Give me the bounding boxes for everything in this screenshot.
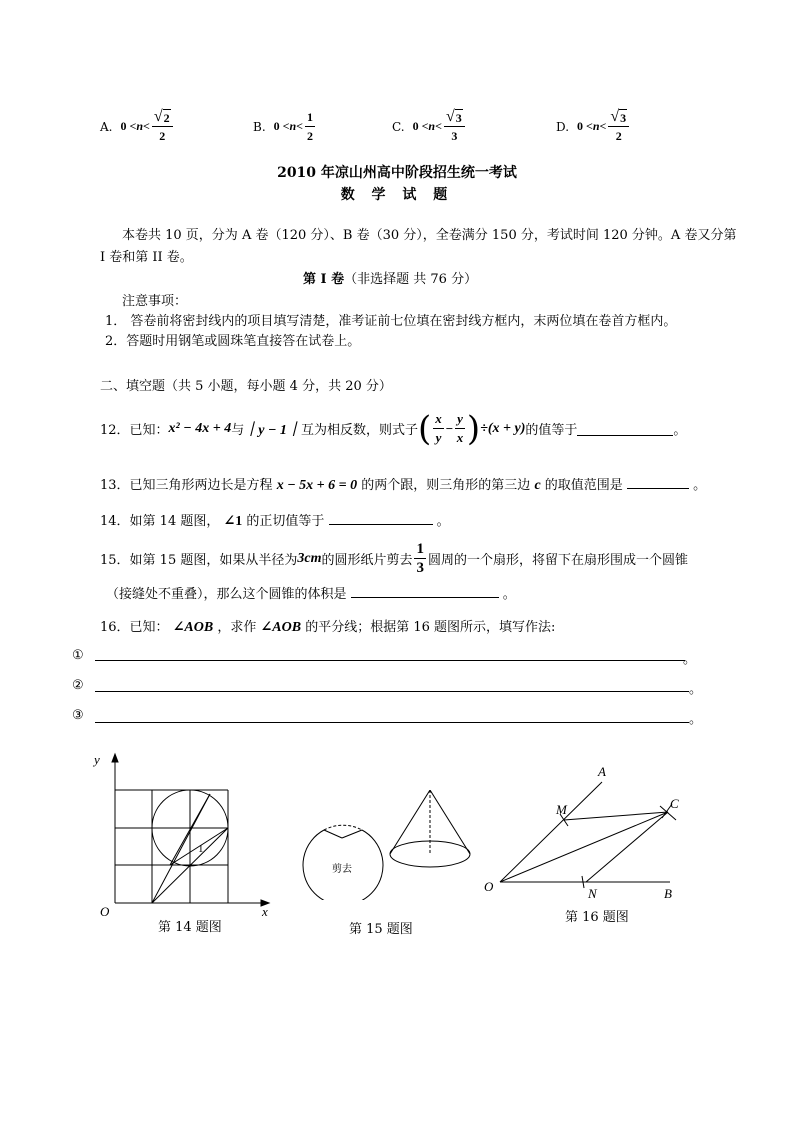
fig14-angle-label: 1 [198, 843, 204, 855]
option-var: n [289, 119, 297, 133]
fig16-label-c: C [670, 796, 679, 811]
option-num: 3 [620, 111, 627, 125]
q16-angle2: ∠AOB [260, 620, 302, 635]
answer-blank-15[interactable] [351, 584, 499, 598]
question-14 [100, 510, 450, 530]
exam-title: 2010 年凉山州高中阶段招生统一考试 [277, 165, 517, 181]
q15-suffix: 圆周的一个扇形，将留下在扇形围成一个圆锥 [427, 553, 688, 568]
q14-end: 。 [436, 514, 450, 529]
option-lt: < [435, 119, 442, 133]
q15-fraction: $\frac{1}{3}$ [416, 541, 424, 576]
q14-suffix: 的正切值等于 [246, 514, 325, 529]
option-fraction: √ 3 2 [608, 108, 629, 145]
fig16-label-o: O [484, 879, 494, 894]
q12-prefix: 12．已知： [100, 423, 169, 438]
option-lhs: 0 < [577, 119, 593, 133]
notes-item-2: 2．答题时用钢笔或圆珠笔直接答在试卷上。 [105, 334, 361, 349]
step-2-marker: ② [72, 678, 84, 693]
q12-mid2: 互为相反数，则式子 [300, 423, 418, 438]
q13-var: c [534, 478, 541, 493]
fig14-y-label: y [94, 752, 100, 767]
intro-line-2: Ⅰ 卷和第 II 卷。 [100, 250, 193, 265]
part-sub: （非选择题 共 76 分） [344, 272, 478, 287]
y-arrow [112, 754, 118, 762]
q13-end: 。 [693, 478, 707, 493]
answer-blank-14[interactable] [329, 511, 433, 525]
q12-div: ÷(x + y) [480, 420, 526, 436]
caption-15: 第 15 题图 [349, 922, 413, 937]
q12-abs: ｜y − 1｜ [244, 422, 301, 438]
option-lt: < [599, 119, 607, 133]
fig14-x-label: x [262, 904, 268, 919]
option-den: 2 [307, 129, 314, 143]
caption-14: 第 14 题图 [158, 920, 222, 935]
q12-suffix: 的值等于 [525, 423, 578, 438]
option-num: 1 [305, 108, 315, 127]
option-lhs: 0 < [120, 119, 137, 133]
option-var: n [592, 119, 600, 133]
question-12 [100, 410, 686, 447]
fig16-label-n: N [588, 886, 597, 900]
q15-line2: （接缝处不重叠），那么这个圆锥的体积是 [106, 587, 347, 602]
step-1-marker: ① [72, 648, 84, 663]
option-fraction: √ 2 2 [152, 108, 173, 145]
intro-line-1: 本卷共 10 页，分为 A 卷（120 分）、B 卷（30 分），全卷满分 150 分，考试时间 120 分钟。A 卷又分第 [122, 228, 737, 243]
option-label: B. [253, 119, 266, 134]
option-fraction: √ 3 3 [444, 108, 465, 145]
caption-16: 第 16 题图 [565, 910, 629, 925]
option-c [392, 108, 467, 145]
option-den: 2 [615, 129, 622, 143]
answer-line-1[interactable] [95, 659, 685, 661]
option-label: C. [392, 119, 405, 134]
right-paren: ) [466, 408, 481, 449]
segment-nc [586, 812, 668, 882]
step-3-marker: ③ [72, 708, 84, 723]
option-a [100, 108, 175, 145]
part-title: 第 Ⅰ 卷 [303, 272, 345, 287]
answer-line-2[interactable] [95, 690, 689, 692]
notes-item-1: 1． 答卷前将密封线内的项目填写清楚，准考证前七位填在密封线方框内，末两位填在卷首方框内。 [105, 314, 677, 329]
question-15 [100, 540, 688, 577]
q16-mid: ，求作 [217, 620, 257, 635]
q16-angle1: ∠AOB [172, 620, 214, 635]
q12-frac-y: $\frac{y}{x}$ [456, 411, 464, 445]
option-den: 3 [451, 129, 458, 143]
option-fraction [305, 108, 315, 145]
q12-end: 。 [673, 423, 687, 438]
q15-end: 。 [502, 587, 516, 602]
part-heading [303, 268, 477, 287]
option-label: A. [100, 119, 113, 134]
q12-poly: x² − 4x + 4 [168, 420, 232, 436]
cone-side-right [430, 790, 470, 854]
q13-prefix: 13．已知三角形两边长是方程 [100, 478, 273, 493]
fig14-origin-label: O [100, 904, 110, 919]
q16-prefix: 16．已知： [100, 620, 169, 635]
question-13 [100, 474, 706, 494]
fig16-label-b: B [664, 886, 672, 900]
option-d [556, 108, 631, 145]
q13-eq: x − 5x + 6 = 0 [276, 478, 358, 493]
option-b [253, 108, 317, 145]
q15-radius: 3cm [297, 550, 322, 566]
q13-suffix: 的取值范围是 [544, 478, 623, 493]
fig16-label-m: M [556, 802, 567, 817]
option-lt: < [143, 119, 150, 133]
step-2-end: 。 [689, 682, 703, 697]
step-3-end: 。 [689, 712, 703, 727]
answer-line-3[interactable] [95, 721, 689, 723]
q12-frac-x: $\frac{x}{y}$ [435, 411, 442, 445]
q12-mid: 与 [231, 423, 245, 438]
option-lt: < [296, 119, 304, 133]
bisector-oc [500, 812, 668, 882]
figure-15 [280, 790, 480, 900]
figure-14 [90, 748, 280, 938]
exam-subtitle: 数 学 试 题 [340, 187, 454, 203]
answer-blank-12[interactable] [577, 422, 673, 436]
q13-mid: 的两个跟，则三角形的第三边 [361, 478, 531, 493]
left-paren: ( [417, 408, 432, 449]
q16-suffix: 的平分线；根据第 16 题图所示，填写作法: [305, 620, 556, 635]
cone-side-left [390, 790, 430, 854]
option-lhs: 0 < [273, 119, 290, 133]
option-var: n [136, 119, 144, 133]
question-15-line2 [106, 583, 516, 602]
answer-blank-13[interactable] [627, 475, 689, 489]
q12-minus: − [445, 420, 454, 436]
q14-angle: ∠1 [223, 514, 243, 529]
q15-mid: 的圆形纸片剪去 [321, 553, 413, 568]
ray-oa [500, 782, 602, 882]
option-var: n [428, 119, 436, 133]
q15-prefix: 15．如第 15 题图，如果从半径为 [100, 553, 298, 568]
notes-heading: 注意事项： [122, 294, 188, 309]
option-label: D. [556, 119, 570, 134]
fig15-cut-label: 剪去 [332, 864, 352, 875]
option-den: 2 [159, 129, 166, 143]
q14-prefix: 14．如第 14 题图， [100, 514, 220, 529]
question-16 [100, 616, 555, 636]
figure-16 [480, 760, 700, 900]
cone-base [390, 841, 470, 867]
option-num: 3 [455, 111, 462, 125]
option-num: 2 [163, 111, 170, 125]
fig16-label-a: A [598, 764, 606, 779]
section-heading: 二、填空题（共 5 小题，每小题 4 分，共 20 分） [100, 379, 392, 394]
cut-arc [324, 825, 362, 830]
step-1-end: 。 [683, 652, 697, 667]
option-lhs: 0 < [412, 119, 429, 133]
